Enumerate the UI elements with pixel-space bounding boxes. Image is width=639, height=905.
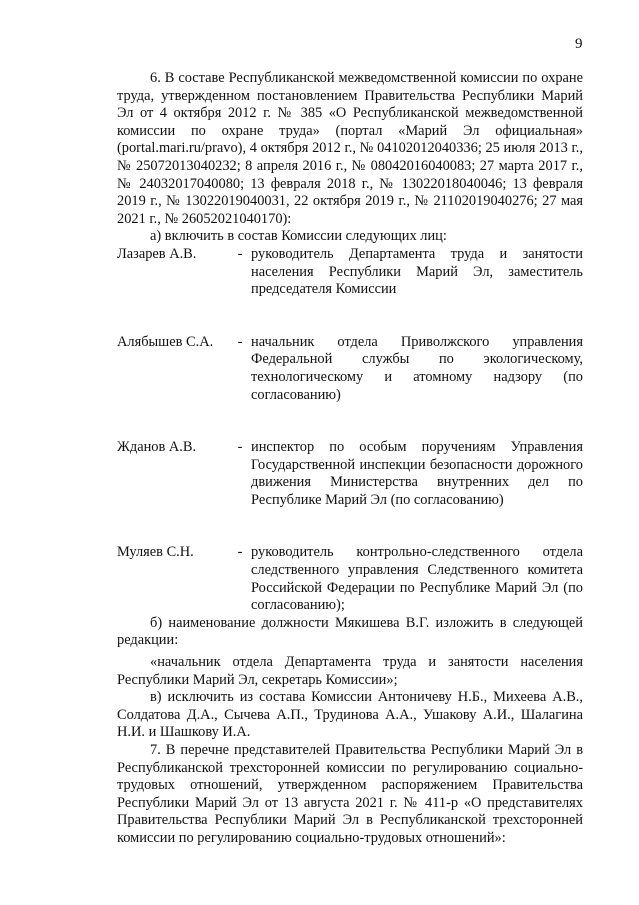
member-position: начальник отдела Приволжского управления Федеральной службы по экологическому, технологическому и атомному надзору (по согласованию) (251, 333, 583, 403)
member-name: Жданов А.В. (117, 439, 197, 456)
paragraph-6-item-b: б) наименование должности Мякишева В.Г. изложить в следующей редакции: (117, 614, 583, 649)
member-dash: - (237, 544, 243, 561)
member-entry (117, 246, 583, 299)
member-position: инспектор по особым поручениям Управления Государственной инспекции безопасности дорожного движения Министерства внутренних дел по Республике Марий Эл (по согласованию) (251, 439, 583, 508)
paragraph-6-item-b-quote: «начальник отдела Департамента труда и занятости населения Республики Марий Эл, секретарь Комиссии»; (117, 654, 583, 688)
member-dash: - (237, 245, 243, 262)
member-name: Алябышев С.А. (117, 333, 214, 350)
member-dash: - (237, 439, 243, 456)
paragraph-6-item-a: а) включить в состав Комиссии следующих лиц: (150, 228, 447, 245)
members-list (117, 246, 583, 615)
document-body (117, 70, 583, 848)
paragraph-7-intro: 7. В перечне представителей Правительства Республики Марий Эл в Республиканской трехсторонней комиссии по регулированию социально-трудовых отношений, утвержденном распоряжением Правительства Республики Марий Эл от 13 августа 2021 г. № 411-р «О представителях Правительства Республики Марий Эл в Республиканской трехсторонней комиссии по регулированию социально-трудовых отношений»: (117, 742, 583, 846)
member-position: руководитель контрольно-следственного отдела следственного управления Следственного комитета Российской Федерации по Республике Марий Эл (по согласованию); (251, 544, 583, 614)
page-number: 9 (575, 36, 583, 52)
member-position: руководитель Департамента труда и занятости населения Республики Марий Эл, заместитель председателя Комиссии (251, 245, 583, 298)
member-name: Муляев С.Н. (117, 544, 194, 561)
member-entry (117, 439, 583, 509)
member-name: Лазарев А.В. (117, 245, 197, 262)
paragraph-6-intro: 6. В составе Республиканской межведомственной комиссии по охране труда, утвержденном постановлением Правительства Республики Марий Эл от 4 октября 2012 г. № 385 «О Республиканской межведомственной комиссии по охране труда» (портал «Марий Эл официальная» (portal.mari.ru/pravo), 4 октября 2012 г., № 04102012040336; 25 июля 2013 г., № 25072013040232; 8 апреля 2016 г., № 08042016040083; 27 марта 2017 г., № 24032017040080; 13 февраля 2018 г., № 13022018040046; 13 февраля 2019 г., № 13022019040031, 22 октября 2019 г., № 21102019040276; 27 мая 2021 г., № 26052021040170): (117, 70, 583, 227)
member-dash: - (237, 333, 243, 350)
paragraph-6-item-c: в) исключить из состава Комиссии Антоничеву Н.Б., Михеева А.В., Солдатова Д.А., Сычева А.П., Трудинова А.А., Ушакову А.И., Шалагина Н.И. и Шашкову И.А. (117, 689, 583, 741)
member-entry (117, 334, 583, 404)
member-entry (117, 544, 583, 614)
